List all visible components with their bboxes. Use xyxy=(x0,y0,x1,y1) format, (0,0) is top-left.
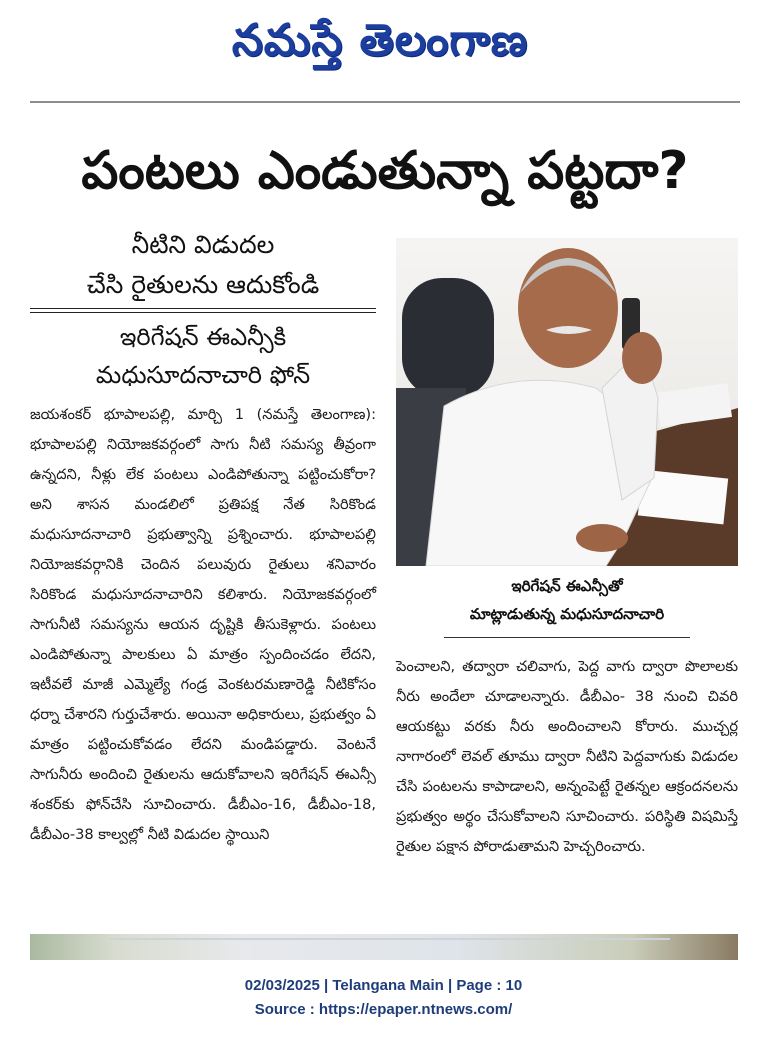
person-hand xyxy=(622,332,662,384)
newspaper-logo: నమస్తే తెలంగాణ xyxy=(231,15,529,66)
sub-headline-2-line-1: ఇరిగేషన్ ఈఎన్సీకి xyxy=(119,323,287,351)
photo-caption xyxy=(396,572,738,632)
photo-caption-line-1: ఇరిగేషన్ ఈఎన్సీతో xyxy=(511,577,623,595)
person-head xyxy=(518,248,618,368)
next-article-image-strip xyxy=(30,934,738,960)
edition-info: 02/03/2025 | Telangana Main | Page : 10 xyxy=(244,977,523,994)
sub-headline-1-line-1: నీటిని విడుదల xyxy=(131,230,275,259)
sub-headline-1-line-2: చేసి రైతులను ఆదుకోండి xyxy=(86,270,320,299)
sub-headline-2-line-2: మధుసూదనాచారి ఫోన్ xyxy=(95,361,311,389)
article-photo xyxy=(396,238,738,566)
sub-headline-2 xyxy=(30,318,376,396)
photo-caption-line-2: మాట్లాడుతున్న మధుసూదనాచారి xyxy=(469,605,665,623)
chair-back xyxy=(402,278,494,398)
sub-headline-1 xyxy=(30,225,376,307)
masthead-divider xyxy=(30,101,740,103)
deck-divider-bottom xyxy=(30,312,376,313)
strip-detail xyxy=(110,938,670,940)
article-headline: పంటలు ఎండుతున్నా పట్టదా? xyxy=(81,141,689,201)
deck-divider-top xyxy=(30,308,376,309)
masthead xyxy=(0,0,767,100)
caption-divider xyxy=(444,637,690,638)
person-lower-hand xyxy=(576,524,628,552)
photo-illustration xyxy=(396,238,738,566)
source-link[interactable]: Source : https://epaper.ntnews.com/ xyxy=(254,1001,513,1018)
article-body-column-2: పెంచాలని, తద్వారా చలివాగు, పెద్ద వాగు ద్వారా పొలాలకు నీరు అందేలా చూడాలన్నారు. డీబీఎం- 38 నుంచి చివరి ఆయకట్టు వరకు నీరు అందించాలని కోరారు. ముచ్చర్ల నాగారంలో లెవల్ తూము ద్వారా నీటిని పెద్దవాగుకు విడుదల చేసి పంటలను కాపాడాలని, అన్నంపెట్టే రైతన్నల ఆక్రందనలను ప్రభుత్వం అర్థం చేసుకోవాలని సూచించారు. పరిస్థితి విషమిస్తే రైతుల పక్షాన పోరాడుతామని హెచ్చరించారు. xyxy=(396,658,738,855)
article-body-column-1: జయశంకర్ భూపాలపల్లి, మార్చి 1 (నమస్తే తెలంగాణ): భూపాలపల్లి నియోజకవర్గంలో సాగు నీటి సమస్య తీవ్రంగా ఉన్నదని, నీళ్లు లేక పంటలు ఎండిపోతున్నా పట్టించుకోరా? అని శాసన మండలిలో ప్రతిపక్ష నేత సిరికొండ మధుసూదనాచారి ప్రభుత్వాన్ని ప్రశ్నించారు. భూపాలపల్లి నియోజకవర్గానికి చెందిన పలువురు రైతులు శనివారం సిరికొండ మధుసూదనాచారిని కలిశారు. నియోజకవర్గంలో సాగునీటి సమస్యను ఆయన దృష్టికి తీసుకెళ్లారు. పంటలు ఎండిపోతున్నా పాలకులు ఏ మాత్రం స్పందించడం లేదని, ఇటీవలే మాజీ ఎమ్మెల్యే గండ్ర వెంకటరమణారెడ్డి నీటికోసం ధర్నా చేశారని గుర్తుచేశారు. అయినా అధికారులు, ప్రభుత్వం ఏ మాత్రం పట్టించుకోవడం లేదని మండిపడ్డారు. వెంటనే సాగునీరు అందించి రైతులను ఆదుకోవాలని ఇరిగేషన్ ఈఎన్సీ శంకర్‌కు ఫోన్‌చేసి సూచించారు. డీబీఎం-16, డీబీఎం-18, డీబీఎం-38 కాల్వల్లో నీటి విడుదల స్థాయిని xyxy=(30,406,376,843)
